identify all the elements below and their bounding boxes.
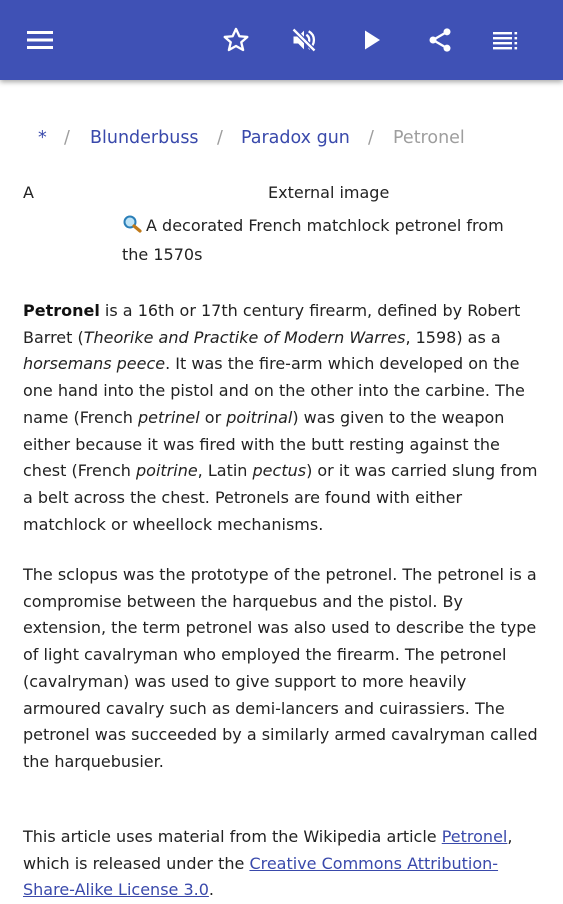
share-icon [426,26,454,54]
foreign-term: poitrine [136,461,198,481]
magnifier-icon[interactable] [122,214,142,241]
article-paragraph-1 [23,298,545,538]
external-image-caption[interactable] [122,212,522,268]
text-run: , 1598) as a [405,327,501,347]
play-button[interactable] [352,20,392,60]
text-run: , which is released under the [23,827,513,873]
text-run: This article uses material from the Wikipedia article [23,827,442,846]
text-run: ) or it was carried slung from a belt across the chest. Petronels are found with either matchlock or wheellock mechanisms. [23,461,538,534]
menu-button[interactable] [20,20,60,60]
foreign-term: petrinel [137,407,200,427]
breadcrumb-separator: / [217,128,223,148]
external-image-title: External image [268,183,390,202]
text-run: ) was given to the weapon either because it was fired with the butt resting against the chest (French [23,407,505,481]
share-button[interactable] [420,20,460,60]
mute-button[interactable] [284,20,324,60]
foreign-term: pectus [252,461,307,481]
wikipedia-article-link[interactable]: Petronel [441,827,508,846]
text-run: is a 16th or 17th century firearm, defined by Robert Barret ( [23,301,521,347]
star-outline-icon [222,26,250,54]
breadcrumb-item-blunderbuss[interactable]: Blunderbuss [90,128,199,148]
breadcrumb-separator: / [64,128,70,148]
text-run: . [208,880,214,900]
text-run: or [199,407,227,427]
text-run: , Latin [197,461,253,481]
app-bar [0,0,563,80]
breadcrumb-item-paradox-gun[interactable]: Paradox gun [241,128,350,148]
quoted-term: horsemans peece [23,354,166,374]
breadcrumb-separator: / [368,128,374,148]
toc-list-icon [493,30,519,50]
article-paragraph-2: The sclopus was the prototype of the petronel. The petronel is a compromise between the harquebus and the pistol. By extension, the term petronel was also used to describe the type of light cavalryman who employed the firearm. The petronel (cavalryman) was used to give support to more heavily armoured cavalry such as demi-lancers and cuirassiers. The petronel was succeeded by a similarly armed cavalryman called the harquebusier. [23,565,538,771]
foreign-term: poitrinal [226,407,293,427]
external-image-marker: A [23,183,34,202]
menu-icon [27,30,53,50]
bookmark-button[interactable] [216,20,256,60]
breadcrumb-home[interactable]: * [38,128,47,148]
article-term: Petronel [23,301,100,320]
caption-text: A decorated French matchlock petronel from the 1570s [122,216,504,264]
play-icon [361,28,383,52]
breadcrumb [22,128,542,152]
breadcrumb-current: Petronel [393,128,465,148]
table-of-contents-button[interactable] [486,20,526,60]
volume-off-icon [290,26,318,54]
license-link[interactable]: Creative Commons Attribution-Share-Alike License 3.0 [23,853,499,900]
attribution-paragraph [23,824,545,904]
text-run: . It was the fire-arm which developed on the one hand into the pistol and on the other into the carbine. The name (French [23,354,525,427]
book-title: Theorike and Practike of Modern Warres [83,327,406,347]
